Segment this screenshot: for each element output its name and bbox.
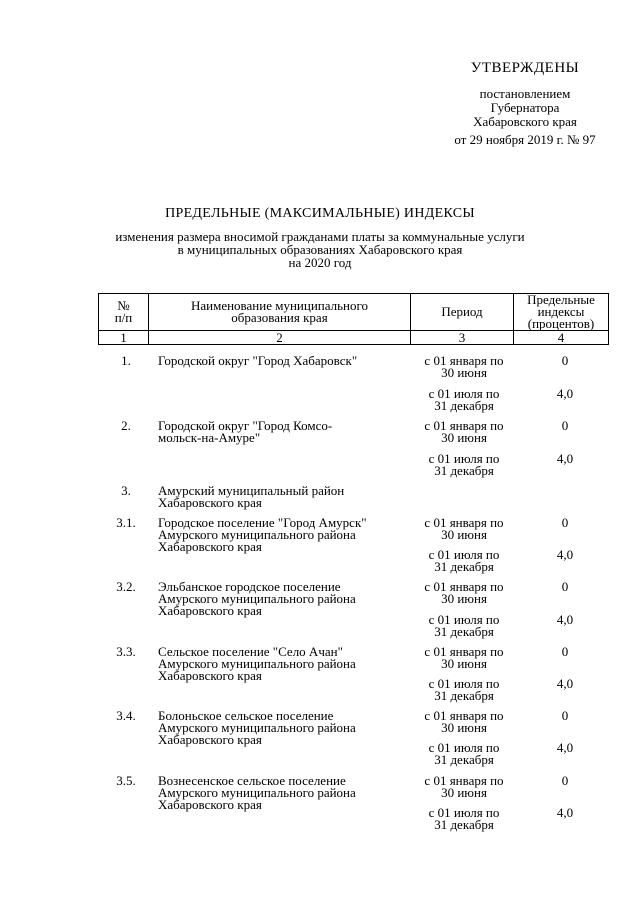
approval-line: Хабаровского края	[473, 114, 577, 129]
row-name-line: Амурского муниципального района	[158, 527, 356, 542]
period-line: 31 декабря	[434, 752, 494, 767]
header-text: индексы	[537, 304, 585, 319]
row-name-line: Амурского муниципального района	[158, 720, 356, 735]
period-line: с 01 января по	[424, 515, 504, 530]
period-line: 31 декабря	[434, 463, 494, 478]
header-text: п/п	[114, 310, 133, 325]
approval-title: УТВЕРЖДЕНЫ	[470, 60, 580, 76]
period-line: с 01 июля по	[428, 547, 500, 562]
period-line: с 01 января по	[424, 708, 504, 723]
row-period	[415, 710, 513, 734]
row-name-line: Амурского муниципального района	[158, 785, 356, 800]
row-name-line: Сельское поселение "Село Ачан"	[158, 644, 343, 659]
column-number: 1	[99, 331, 149, 345]
period-line: с 01 июля по	[428, 805, 500, 820]
row-name-line: Хабаровского края	[158, 603, 262, 618]
row-period	[415, 807, 513, 831]
document-title-block	[0, 206, 640, 269]
row-name	[158, 485, 413, 509]
row-index-value: 4,0	[556, 805, 574, 820]
row-number: 3.4.	[116, 708, 136, 723]
row-name-line: Амурского муниципального района	[158, 591, 356, 606]
period-line: с 01 января по	[424, 418, 504, 433]
row-name	[158, 710, 413, 746]
header-text: Предельные	[527, 292, 595, 307]
approval-block	[420, 60, 630, 147]
document-title: ПРЕДЕЛЬНЫЕ (МАКСИМАЛЬНЫЕ) ИНДЕКСЫ	[165, 206, 475, 221]
period-line: 30 июня	[441, 785, 487, 800]
row-number: 2.	[121, 418, 131, 433]
approval-date: от 29 ноября 2019 г. № 97	[454, 132, 596, 147]
row-name	[158, 420, 413, 444]
period-line: 31 декабря	[434, 559, 494, 574]
document-subtitle-line: на 2020 год	[288, 255, 352, 270]
row-index-value: 0	[561, 773, 569, 788]
header-text: №	[117, 298, 130, 313]
row-name	[158, 775, 413, 811]
row-number: 3.5.	[116, 773, 136, 788]
row-index-value: 0	[561, 418, 569, 433]
period-line: с 01 июля по	[428, 740, 500, 755]
period-line: 31 декабря	[434, 624, 494, 639]
period-line: с 01 июля по	[428, 386, 500, 401]
row-period	[415, 775, 513, 799]
header-cell-period	[411, 294, 514, 331]
row-number: 1.	[121, 353, 131, 368]
header-text: (процентов)	[527, 316, 595, 331]
row-index-value: 4,0	[556, 740, 574, 755]
period-line: 31 декабря	[434, 817, 494, 832]
row-index-value: 0	[561, 644, 569, 659]
row-name-line: Эльбанское городское поселение	[158, 579, 341, 594]
period-line: с 01 января по	[424, 773, 504, 788]
row-index-value: 0	[561, 353, 569, 368]
row-period	[415, 355, 513, 379]
period-line: 31 декабря	[434, 398, 494, 413]
period-line: 30 июня	[441, 365, 487, 380]
header-cell-number	[99, 294, 149, 331]
row-number: 3.1.	[116, 515, 136, 530]
row-name-line: Болоньское сельское поселение	[158, 708, 334, 723]
row-name-line: Хабаровского края	[158, 495, 262, 510]
row-index-value: 0	[561, 708, 569, 723]
row-name-line: Хабаровского края	[158, 797, 262, 812]
row-period	[415, 581, 513, 605]
approval-line: Губернатора	[490, 100, 560, 115]
header-text: Период	[441, 304, 483, 319]
row-name-line: Амурский муниципальный район	[158, 483, 345, 498]
table-header	[98, 293, 609, 345]
row-name	[158, 517, 413, 553]
period-line: 30 июня	[441, 591, 487, 606]
header-text: Наименование муниципального	[190, 298, 369, 313]
row-index-value: 4,0	[556, 612, 574, 627]
row-index-value: 4,0	[556, 451, 574, 466]
period-line: с 01 июля по	[428, 612, 500, 627]
row-name	[158, 355, 413, 367]
row-number: 3.2.	[116, 579, 136, 594]
period-line: с 01 января по	[424, 644, 504, 659]
header-text: образования края	[231, 310, 328, 325]
row-period	[415, 614, 513, 638]
row-name	[158, 581, 413, 617]
document-subtitle-line: в муниципальных образованиях Хабаровского края	[177, 242, 463, 257]
period-line: 30 июня	[441, 656, 487, 671]
row-name-line: Городской округ "Город Хабаровск"	[158, 353, 358, 368]
row-name-line: Вознесенское сельское поселение	[158, 773, 346, 788]
row-name-line: Хабаровского края	[158, 732, 262, 747]
header-cell-name	[149, 294, 411, 331]
column-number: 2	[149, 331, 411, 345]
row-index-value: 4,0	[556, 676, 574, 691]
period-line: с 01 июля по	[428, 451, 500, 466]
row-period	[415, 549, 513, 573]
row-name	[158, 646, 413, 682]
row-index-value: 4,0	[556, 547, 574, 562]
period-line: с 01 января по	[424, 579, 504, 594]
row-index-value: 4,0	[556, 386, 574, 401]
row-name-line: Хабаровского края	[158, 539, 262, 554]
row-name-line: мольск-на-Амуре"	[158, 430, 261, 445]
period-line: 30 июня	[441, 430, 487, 445]
column-number: 3	[411, 331, 514, 345]
row-period	[415, 678, 513, 702]
row-period	[415, 517, 513, 541]
approval-line: постановлением	[479, 86, 571, 101]
row-name-line: Хабаровского края	[158, 668, 262, 683]
row-index-value: 0	[561, 579, 569, 594]
row-name-line: Городское поселение "Город Амурск"	[158, 515, 367, 530]
row-number: 3.	[121, 483, 131, 498]
row-name-line: Амурского муниципального района	[158, 656, 356, 671]
period-line: 30 июня	[441, 527, 487, 542]
row-period	[415, 742, 513, 766]
period-line: 31 декабря	[434, 688, 494, 703]
row-period	[415, 646, 513, 670]
row-number: 3.3.	[116, 644, 136, 659]
row-period	[415, 420, 513, 444]
row-name-line: Городской округ "Город Комсо-	[158, 418, 333, 433]
header-cell-index	[514, 294, 609, 331]
row-period	[415, 453, 513, 477]
column-number: 4	[514, 331, 609, 345]
period-line: 30 июня	[441, 720, 487, 735]
row-index-value: 0	[561, 515, 569, 530]
row-period	[415, 388, 513, 412]
document-subtitle-line: изменения размера вносимой гражданами платы за коммунальные услуги	[115, 229, 525, 244]
period-line: с 01 января по	[424, 353, 504, 368]
period-line: с 01 июля по	[428, 676, 500, 691]
